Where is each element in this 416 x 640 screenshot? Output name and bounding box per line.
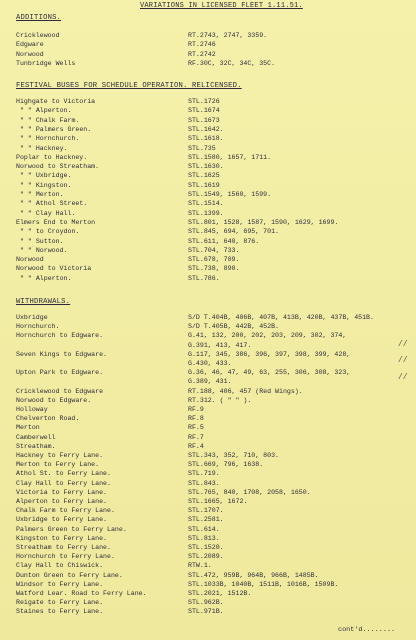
table-row: [0, 219, 416, 227]
fleet-numbers: STL.1514.: [188, 200, 224, 208]
route-label: Upton Park to Edgware.: [16, 369, 104, 377]
table-row: [0, 608, 416, 616]
table-row: [0, 443, 416, 451]
table-row: [0, 507, 416, 515]
route-label: Staines to Ferry Lane.: [16, 608, 104, 616]
table-row: [0, 256, 416, 264]
table-row: [0, 275, 416, 283]
fleet-numbers: STL.1399.: [188, 209, 224, 217]
fleet-numbers: STL.843.: [188, 479, 220, 487]
route-label: Victoria to Ferry Lane.: [16, 488, 108, 496]
fleet-numbers: RF.4: [188, 442, 204, 450]
table-row: [0, 32, 416, 40]
route-label: " " Alperton.: [20, 107, 72, 115]
table-row: [0, 599, 416, 607]
festival-heading: FESTIVAL BUSES FOR SCHEDULE OPERATION. RELICENSED.: [16, 82, 242, 90]
table-row: [0, 163, 416, 171]
fleet-numbers: STL.678, 709.: [188, 256, 240, 264]
fleet-numbers: STL.962B.: [188, 599, 224, 607]
route-label: Streatham.: [16, 442, 56, 450]
fleet-numbers: STL.801, 1528, 1587, 1590, 1629, 1699.: [188, 218, 339, 226]
route-label: Dunton Green to Ferry Lane.: [16, 571, 123, 579]
route-label: Norwood to Edgware.: [16, 396, 92, 404]
route-label: " " Kingston.: [20, 181, 72, 189]
fleet-numbers: STL.1520.: [188, 544, 224, 551]
fleet-numbers: STL.1619: [188, 181, 220, 189]
route-label: Streatham to Ferry Lane.: [16, 544, 111, 551]
route-label: Hackney to Ferry Lane.: [16, 452, 104, 459]
route-label: " " Merton.: [20, 191, 64, 198]
table-row: [0, 562, 416, 570]
fleet-numbers: STL.1549, 1560, 1599.: [188, 191, 272, 198]
table-row: [0, 191, 416, 199]
table-row: [0, 265, 416, 273]
table-row: [0, 172, 416, 180]
route-label: Clay Hall to Ferry Lane.: [16, 479, 111, 487]
route-label: " " Norwood.: [20, 246, 68, 254]
fleet-numbers: STL.1625: [188, 172, 220, 180]
fleet-numbers: STL.669, 796, 1638.: [188, 461, 264, 469]
margin-mark: //: [398, 373, 408, 382]
route-label: Palmers Green to Ferry Lane.: [16, 525, 127, 533]
table-row: [0, 480, 416, 488]
fleet-numbers: STL.735: [188, 144, 216, 152]
table-row: [0, 98, 416, 106]
fleet-numbers: RF.7: [188, 433, 204, 441]
fleet-numbers: STL.472, 959B, 964B, 966B, 1485B.: [188, 571, 319, 579]
fleet-numbers: STL.1630.: [188, 163, 224, 171]
table-row: [0, 516, 416, 524]
route-label: Norwood: [16, 50, 44, 58]
fleet-numbers: STL.765, 840, 1708, 2058, 1650.: [188, 488, 311, 496]
route-label: Hornchurch to Edgware.: [16, 332, 104, 340]
route-label: Norwood: [16, 256, 44, 264]
route-label: Athol St. to Ferry Lane.: [16, 470, 111, 478]
table-row: [0, 489, 416, 497]
route-label: Norwood to Victoria: [16, 265, 92, 273]
table-row: [0, 314, 416, 322]
route-label: Kingston to Ferry Lane.: [16, 534, 108, 542]
route-label: Chalk Farm to Ferry Lane.: [16, 507, 115, 515]
table-row: [0, 397, 416, 405]
margin-mark: //: [398, 356, 408, 365]
route-label: Hornchurch to Ferry Lane.: [16, 553, 115, 561]
table-row: [0, 332, 416, 340]
fleet-numbers: STL.614.: [188, 525, 220, 533]
fleet-numbers: RT.2743, 2747, 3359.: [188, 32, 268, 39]
route-label: Uxbridge to Ferry Lane.: [16, 516, 108, 524]
fleet-numbers: RTW.1.: [188, 562, 212, 570]
fleet-numbers: STL.845, 694, 695, 701.: [188, 228, 280, 236]
table-row: [0, 154, 416, 162]
table-row: [0, 210, 416, 218]
table-row: [0, 342, 416, 350]
fleet-numbers: G.430, 433.: [188, 360, 232, 367]
fleet-numbers: STL.611, 640, 876.: [188, 237, 260, 245]
route-label: Poplar to Hackney.: [16, 153, 88, 161]
fleet-numbers: STL.786.: [188, 274, 220, 282]
table-row: [0, 406, 416, 414]
fleet-numbers: STL.1580, 1657, 1711.: [188, 153, 272, 161]
fleet-numbers: STL.343, 352, 710, 803.: [188, 452, 280, 459]
route-label: " " Palmers Green.: [20, 125, 92, 133]
fleet-numbers: STL.1665, 1672.: [188, 498, 248, 505]
page-title: VARIATIONS IN LICENSED FLEET 1.11.51.: [140, 2, 303, 10]
route-label: Alperton to Ferry Lane.: [16, 498, 108, 505]
table-row: [0, 126, 416, 134]
route-label: Camberwell: [16, 433, 56, 441]
table-row: [0, 572, 416, 580]
table-row: [0, 351, 416, 359]
table-row: [0, 51, 416, 59]
fleet-numbers: S/D T.405B, 442B, 452B.: [188, 323, 280, 331]
table-row: [0, 452, 416, 460]
table-row: [0, 145, 416, 153]
fleet-numbers: G.117, 345, 386, 396, 397, 398, 399, 428,: [188, 350, 351, 358]
table-row: [0, 388, 416, 396]
fleet-numbers: STL.1033B, 1040B, 1511B, 1016B, 1509B.: [188, 580, 339, 588]
fleet-numbers: STL.2021, 1512B.: [188, 590, 252, 597]
table-row: [0, 238, 416, 246]
route-label: Reigate to Ferry Lane.: [16, 599, 104, 607]
table-row: [0, 461, 416, 469]
route-label: Merton to Ferry Lane.: [16, 461, 100, 469]
route-label: " " Alperton.: [20, 274, 72, 282]
table-row: [0, 581, 416, 589]
continued-note: cont'd........: [338, 626, 396, 634]
table-row: [0, 182, 416, 190]
table-row: [0, 378, 416, 386]
route-label: Chelverton Road.: [16, 415, 80, 423]
route-label: " " Uxbridge.: [20, 172, 72, 180]
table-row: [0, 323, 416, 331]
table-row: [0, 470, 416, 478]
route-label: Cricklewood to Edgware: [16, 387, 104, 395]
route-label: " " Hornchurch.: [20, 135, 80, 143]
fleet-numbers: STL.704, 733.: [188, 246, 240, 254]
fleet-numbers: STL.1642.: [188, 125, 224, 133]
fleet-numbers: STL.1673: [188, 116, 220, 124]
table-row: [0, 41, 416, 49]
route-label: Cricklewood: [16, 32, 60, 39]
withdrawals-heading: WITHDRAWALS.: [16, 298, 71, 306]
route-label: Merton: [16, 424, 40, 432]
table-row: [0, 535, 416, 543]
table-row: [0, 135, 416, 143]
fleet-numbers: RT.2742: [188, 50, 216, 58]
fleet-numbers: G.389, 431.: [188, 378, 232, 386]
fleet-numbers: STL.1674: [188, 107, 220, 115]
fleet-numbers: RT.188, 406, 457 (Red Wings).: [188, 387, 303, 395]
table-row: [0, 424, 416, 432]
route-label: " " to Croydon.: [20, 228, 80, 236]
route-label: Tunbridge Wells: [16, 59, 76, 67]
route-label: Clay Hall to Chiswick.: [16, 562, 104, 570]
route-label: Windsor to Ferry Lane.: [16, 580, 104, 588]
table-row: [0, 553, 416, 561]
fleet-numbers: STL.1618.: [188, 135, 224, 143]
route-label: Edgware: [16, 41, 44, 49]
route-label: Norwood to Streatham.: [16, 163, 100, 171]
additions-heading: ADDITIONS.: [16, 14, 62, 22]
route-label: " " Chalk Farm.: [20, 116, 80, 124]
route-label: Seven Kings to Edgware.: [16, 350, 108, 358]
route-label: " " Clay Hall.: [20, 209, 76, 217]
table-row: [0, 369, 416, 377]
route-label: Watford Lear. Road to Ferry Lane.: [16, 590, 147, 597]
table-row: [0, 200, 416, 208]
fleet-numbers: G.36, 46, 47, 49, 63, 255, 306, 308, 323,: [188, 369, 351, 377]
fleet-numbers: G.41, 132, 200, 202, 203, 209, 302, 374,: [188, 332, 347, 340]
margin-mark: //: [398, 340, 408, 349]
fleet-numbers: STL.1726: [188, 98, 220, 105]
fleet-numbers: STL.719.: [188, 470, 220, 478]
fleet-numbers: S/D T.404B, 406B, 407B, 413B, 420B, 437B, 451B.: [188, 314, 374, 321]
fleet-numbers: RF.8: [188, 415, 204, 423]
route-label: " " Athol Street.: [20, 200, 88, 208]
fleet-numbers: RT.2746: [188, 41, 216, 49]
route-label: Hornchurch.: [16, 323, 60, 331]
table-row: [0, 247, 416, 255]
fleet-numbers: RF.9: [188, 406, 204, 413]
table-row: [0, 544, 416, 552]
table-row: [0, 415, 416, 423]
fleet-numbers: RF.30C, 32C, 34C, 35C.: [188, 59, 276, 67]
table-row: [0, 360, 416, 368]
fleet-numbers: STL.813.: [188, 534, 220, 542]
route-label: " " Sutton.: [20, 237, 64, 245]
fleet-numbers: STL.2089.: [188, 553, 224, 561]
fleet-numbers: RT.312. ( " " ).: [188, 396, 252, 404]
fleet-numbers: STL.738, 890.: [188, 265, 240, 273]
route-label: Holloway: [16, 406, 48, 413]
table-row: [0, 590, 416, 598]
table-row: [0, 60, 416, 68]
fleet-numbers: STL.971B.: [188, 608, 224, 616]
table-row: [0, 498, 416, 506]
fleet-numbers: STL.2581.: [188, 516, 224, 524]
table-row: [0, 228, 416, 236]
table-row: [0, 117, 416, 125]
table-row: [0, 434, 416, 442]
route-label: " " Hackney.: [20, 144, 68, 152]
route-label: Elmers End to Merton: [16, 218, 96, 226]
route-label: Uxbridge: [16, 314, 48, 321]
fleet-numbers: STL.1707.: [188, 507, 224, 515]
fleet-numbers: G.391, 413, 417.: [188, 341, 252, 349]
fleet-numbers: RF.5: [188, 424, 204, 432]
table-row: [0, 526, 416, 534]
table-row: [0, 107, 416, 115]
route-label: Highgate to Victoria: [16, 98, 96, 105]
